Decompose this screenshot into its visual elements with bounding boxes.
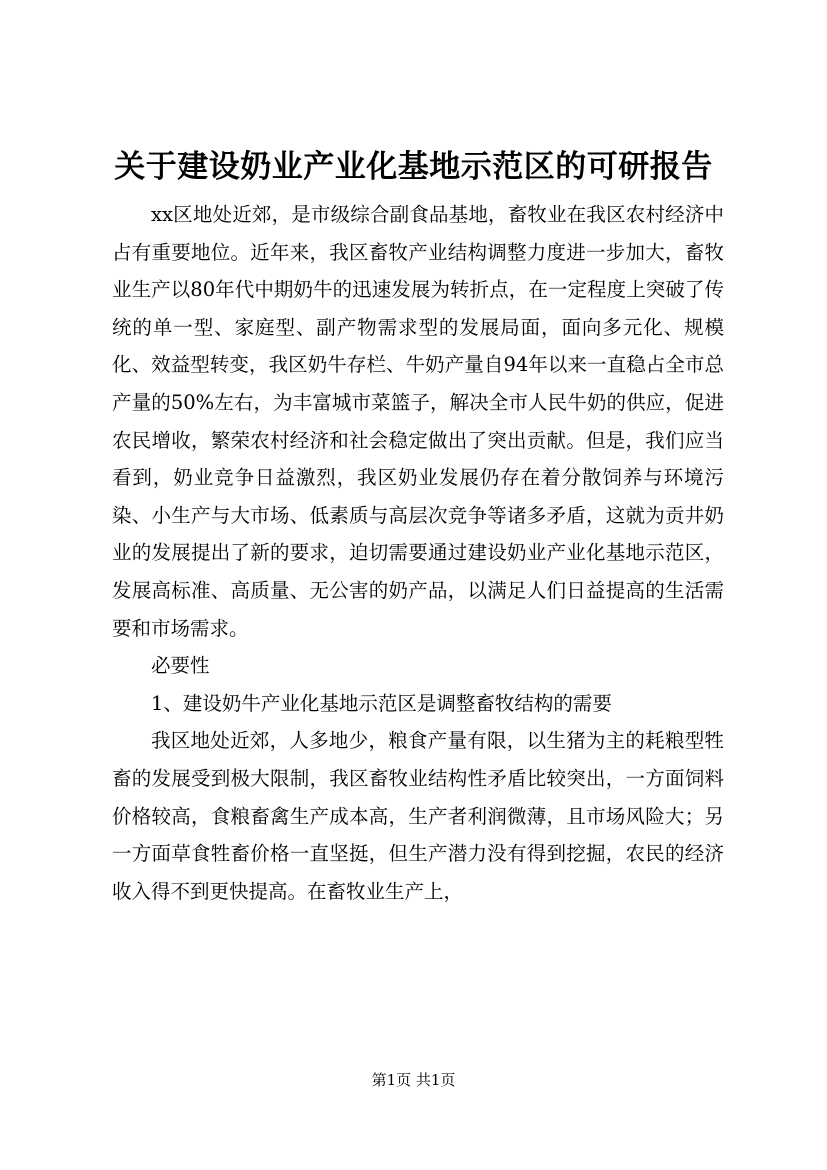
subsection-heading-1: 1、建设奶牛产业化基地示范区是调整畜牧结构的需要 bbox=[151, 691, 612, 715]
intro-paragraph: xx区地处近郊，是市级综合副食品基地，畜牧业在我区农村经济中占有重要地位。近年来，我区畜牧产业结构调整力度进一步加大，畜牧业生产以80年代中期奶牛的迅速发展为转折点，在一定程度上突破了传统的单一型、家庭型、副产物需求型的发展局面，面向多元化、规模化、效益型转变，我区奶牛存栏、牛奶产量自94年以来一直稳占全市总产量的50%左右，为丰富城市菜篮子，解决全市人民牛奶的供应，促进农民增收，繁荣农村经济和社会稳定做出了突出贡献。但是，我们应当看到，奶业竞争日益激烈，我区奶业发展仍存在着分散饲养与环境污染、小生产与大市场、低素质与高层次竞争等诸多矛盾，这就为贡井奶业的发展提出了新的要求，迫切需要通过建设奶业产业化基地示范区，发展高标准、高质量、无公害的奶产品，以满足人们日益提高的生活需要和市场需求。 bbox=[112, 203, 724, 640]
body-paragraph: 我区地处近郊，人多地少，粮食产量有限，以生猪为主的耗粮型牲畜的发展受到极大限制，我区畜牧业结构性矛盾比较突出，一方面饲料价格较高，食粮畜禽生产成本高，生产者利润微薄，且市场风险大；另一方面草食牲畜价格一直坚挺，但生产潜力没有得到挖掘，农民的经济收入得不到更快提高。在畜牧业生产上， bbox=[112, 729, 724, 903]
section-heading-necessity: 必要性 bbox=[151, 654, 210, 678]
document-body bbox=[112, 196, 724, 910]
document-title: 关于建设奶业产业化基地示范区的可研报告 bbox=[114, 149, 713, 185]
page-footer: 第1页 共1页 bbox=[371, 1071, 456, 1089]
